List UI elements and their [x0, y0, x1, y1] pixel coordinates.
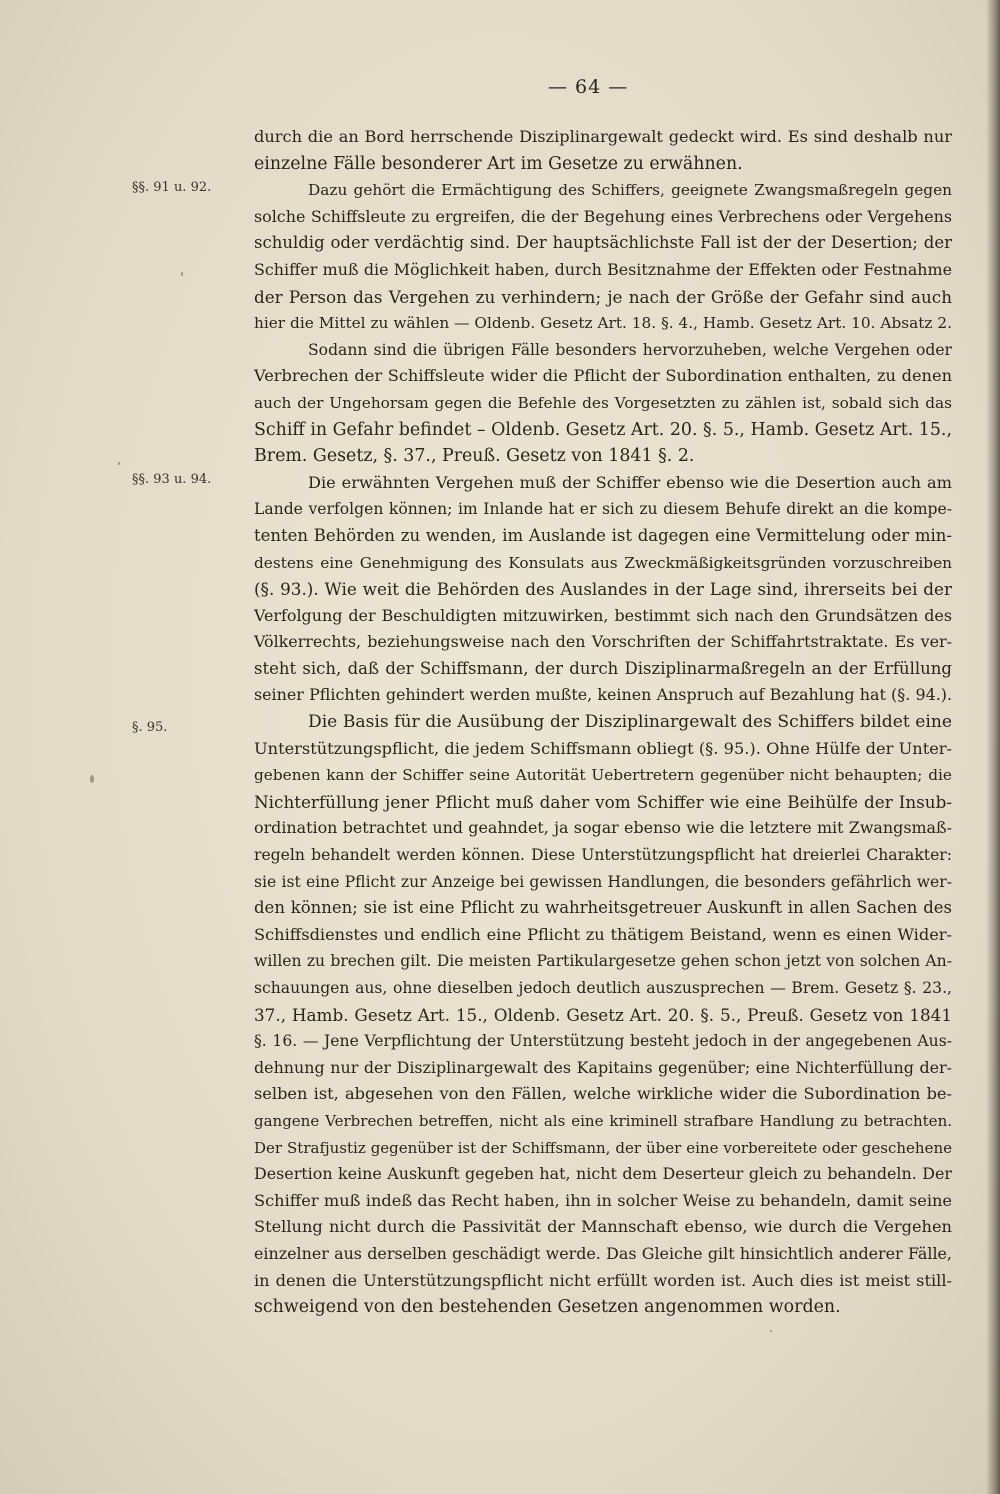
text-line: Schiffsdienstes und endlich eine Pflicht zu thätigem Beistand, wenn es einen Wider- — [254, 924, 952, 944]
margin-note: §§. 91 u. 92. — [132, 180, 212, 195]
text-line: auch der Ungehorsam gegen die Befehle des Vorgesetzten zu zählen ist, sobald sich das — [254, 393, 952, 412]
text-line: der Person das Vergehen zu verhindern; je nach der Größe der Gefahr sind auch — [254, 286, 952, 307]
text-line: tenten Behörden zu wenden, im Auslande ist dagegen eine Vermittelung oder min- — [254, 525, 952, 545]
text-line: gangene Verbrechen betreffen, nicht als eine kriminell strafbare Handlung zu betrachten. — [254, 1111, 952, 1130]
text-line: Dazu gehört die Ermächtigung des Schiffers, geeignete Zwangsmaßregeln gegen — [308, 181, 952, 200]
paper-speck — [90, 775, 94, 783]
text-line: steht sich, daß der Schiffsmann, der durch Disziplinarmaßregeln an der Erfüllung — [254, 658, 952, 678]
text-line: solche Schiffsleute zu ergreifen, die der Begehung eines Verbrechens oder Vergehens — [254, 206, 952, 226]
text-line: schuldig oder verdächtig sind. Der hauptsächlichste Fall ist der der Desertion; der — [254, 233, 952, 253]
text-line: selben ist, abgesehen von den Fällen, welche wirkliche wider die Subordination be- — [254, 1084, 952, 1104]
text-line: Verbrechen der Schiffsleute wider die Pflicht der Subordination enthalten, zu denen — [254, 366, 952, 386]
text-line: einzelne Fälle besonderer Art im Gesetze zu erwähnen. — [254, 153, 743, 174]
text-line: gebenen kann der Schiffer seine Autorität Uebertretern gegenüber nicht behaupten; die — [254, 766, 952, 785]
text-line: schweigend von den bestehenden Gesetzen angenommen worden. — [254, 1297, 841, 1318]
text-line: Desertion keine Auskunft gegeben hat, nicht dem Deserteur gleich zu behandeln. Der — [254, 1164, 952, 1184]
text-line: dehnung nur der Disziplinargewalt des Kapitains gegenüber; eine Nichterfüllung der- — [254, 1057, 952, 1077]
text-line: Der Strafjustiz gegenüber ist der Schiffsmann, der über eine vorbereitete oder geschehene — [254, 1138, 952, 1157]
text-line: Die Basis für die Ausübung der Disziplinargewalt des Schiffers bildet eine — [308, 712, 952, 733]
text-line: 37., Hamb. Gesetz Art. 15., Oldenb. Gesetz Art. 20. §. 5., Preuß. Gesetz von 1841 — [254, 1004, 952, 1025]
page-edge-shadow — [986, 0, 1000, 1494]
text-line: ordination betrachtet und geahndet, ja sogar ebenso wie die letztere mit Zwangsmaß- — [254, 818, 952, 838]
text-line: Schiff in Gefahr befindet – Oldenb. Gesetz Art. 20. §. 5., Hamb. Gesetz Art. 15., — [254, 419, 952, 440]
text-line: (§. 93.). Wie weit die Behörden des Auslandes in der Lage sind, ihrerseits bei der — [254, 579, 952, 600]
text-line: Schiffer muß indeß das Recht haben, ihn in solcher Weise zu behandeln, damit seine — [254, 1190, 952, 1210]
paper-speck — [118, 462, 120, 465]
text-line: destens eine Genehmigung des Konsulats aus Zweckmäßigkeitsgründen vorzuschreiben — [254, 553, 952, 572]
text-line: Sodann sind die übrigen Fälle besonders hervorzuheben, welche Vergehen oder — [308, 340, 952, 359]
paper-speck — [181, 272, 183, 276]
text-line: Die erwähnten Vergehen muß der Schiffer ebenso wie die Desertion auch am — [308, 472, 952, 492]
paper-speck — [770, 1330, 772, 1332]
body-text — [254, 124, 952, 1321]
text-line: seiner Pflichten gehindert werden mußte, keinen Anspruch auf Bezahlung hat (§. 94.). — [254, 685, 952, 705]
text-line: Nichterfüllung jener Pflicht muß daher vom Schiffer wie eine Beihülfe der Insub- — [254, 791, 952, 812]
text-line: schauungen aus, ohne dieselben jedoch deutlich auszusprechen — Brem. Gesetz §. 23., — [254, 979, 952, 997]
text-line: hier die Mittel zu wählen — Oldenb. Gesetz Art. 18. §. 4., Hamb. Gesetz Art. 10. Absatz 2. — [254, 314, 952, 333]
text-line: §. 16. — Jene Verpflichtung der Unterstützung besteht jedoch in der angegebenen Aus- — [254, 1032, 952, 1051]
margin-note: §. 95. — [132, 720, 168, 735]
text-line: sie ist eine Pflicht zur Anzeige bei gewissen Handlungen, die besonders gefährlich wer- — [254, 872, 952, 891]
text-line: regeln behandelt werden können. Diese Unterstützungspflicht hat dreierlei Charakter: — [254, 846, 952, 865]
page-number: — 64 — — [548, 76, 629, 98]
text-line: Lande verfolgen können; im Inlande hat er sich zu diesem Behufe direkt an die kompe- — [254, 500, 952, 519]
text-line: Unterstützungspflicht, die jedem Schiffsmann obliegt (§. 95.). Ohne Hülfe der Unter- — [254, 738, 952, 758]
text-line: willen zu brechen gilt. Die meisten Partikulargesetze gehen schon jetzt von solchen An- — [254, 952, 952, 971]
text-line: Stellung nicht durch die Passivität der Mannschaft ebenso, wie durch die Vergehen — [254, 1217, 952, 1237]
text-line: Brem. Gesetz, §. 37., Preuß. Gesetz von 1841 §. 2. — [254, 446, 695, 467]
margin-note: §§. 93 u. 94. — [132, 472, 212, 487]
text-line: Völkerrechts, beziehungsweise nach den Vorschriften der Schiffahrtstraktate. Es ver- — [254, 632, 952, 652]
text-line: Verfolgung der Beschuldigten mitzuwirken, bestimmt sich nach den Grundsätzen des — [254, 605, 952, 625]
text-line: den können; sie ist eine Pflicht zu wahrheitsgetreuer Auskunft in allen Sachen des — [254, 898, 952, 918]
text-line: einzelner aus derselben geschädigt werde. Das Gleiche gilt hinsichtlich anderer Fälle, — [254, 1243, 952, 1263]
text-line: Schiffer muß die Möglichkeit haben, durch Besitznahme der Effekten oder Festnahme — [254, 259, 952, 279]
text-line: durch die an Bord herrschende Disziplinargewalt gedeckt wird. Es sind deshalb nur — [254, 127, 952, 146]
text-line: in denen die Unterstützungspflicht nicht erfüllt worden ist. Auch dies ist meist still- — [254, 1270, 952, 1290]
